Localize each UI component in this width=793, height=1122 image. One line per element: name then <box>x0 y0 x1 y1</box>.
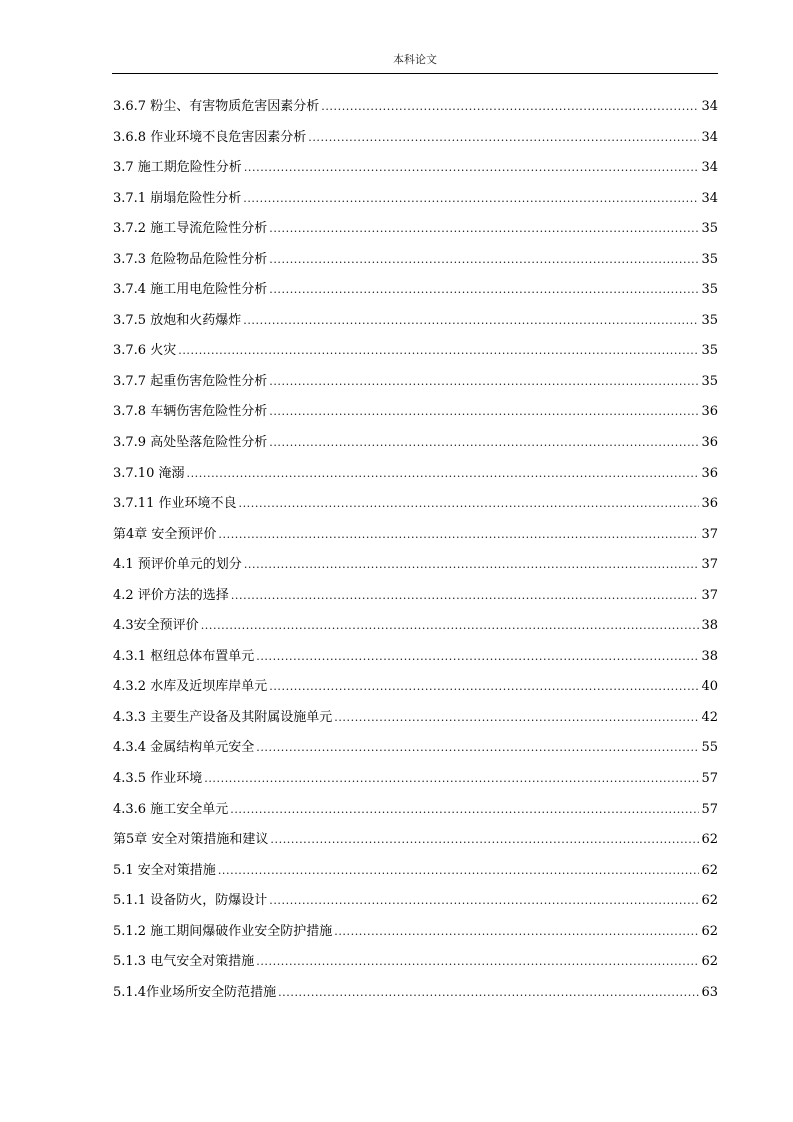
toc-dot-leader <box>243 306 699 336</box>
toc-entry-title: 3.7.3 危险物品危险性分析 <box>113 251 268 267</box>
toc-dot-leader <box>243 184 699 214</box>
toc-entry[interactable] <box>113 153 718 184</box>
toc-dot-leader <box>269 886 699 916</box>
toc-dot-leader <box>334 917 699 947</box>
toc-entry-title: 4.3.5 作业环境 <box>113 771 203 787</box>
toc-entry-title: 4.3.3 主要生产设备及其附属设施单元 <box>113 709 333 725</box>
toc-entry-page-number: 38 <box>701 618 718 634</box>
toc-entry-page-number: 42 <box>701 709 718 725</box>
toc-entry[interactable] <box>113 397 718 428</box>
toc-entry[interactable] <box>113 795 718 826</box>
toc-entry[interactable] <box>113 550 718 581</box>
toc-entry[interactable] <box>113 92 718 123</box>
toc-dot-leader <box>278 978 699 1008</box>
toc-dot-leader <box>308 123 699 153</box>
toc-entry[interactable] <box>113 367 718 398</box>
toc-entry-page-number: 35 <box>701 312 718 328</box>
toc-entry-title: 4.2 评价方法的选择 <box>113 587 229 603</box>
toc-entry[interactable] <box>113 672 718 703</box>
toc-entry-title: 3.7.8 车辆伤害危险性分析 <box>113 404 268 420</box>
toc-entry-page-number: 62 <box>701 893 718 909</box>
toc-dot-leader <box>269 428 699 458</box>
toc-entry-title: 4.3.1 枢纽总体布置单元 <box>113 648 255 664</box>
toc-dot-leader <box>334 703 699 733</box>
toc-entry-page-number: 62 <box>701 923 718 939</box>
toc-entry[interactable] <box>113 336 718 367</box>
toc-dot-leader <box>321 92 699 122</box>
toc-dot-leader <box>269 214 699 244</box>
toc-entry[interactable] <box>113 459 718 490</box>
toc-entry-title: 第5章 安全对策措施和建议 <box>113 832 269 848</box>
toc-entry-page-number: 34 <box>701 129 718 145</box>
toc-dot-leader <box>256 642 699 672</box>
toc-dot-leader <box>201 611 700 641</box>
toc-entry-title: 5.1.1 设备防火，防爆设计 <box>113 893 268 909</box>
toc-entry[interactable] <box>113 611 718 642</box>
toc-entry[interactable] <box>113 642 718 673</box>
toc-dot-leader <box>256 947 699 977</box>
toc-entry-page-number: 35 <box>701 251 718 267</box>
toc-entry-page-number: 34 <box>701 99 718 114</box>
toc-dot-leader <box>231 581 700 611</box>
toc-dot-leader <box>218 856 700 886</box>
toc-entry-title: 4.3安全预评价 <box>113 618 199 634</box>
toc-entry-title: 3.7.2 施工导流危险性分析 <box>113 221 268 237</box>
toc-dot-leader <box>269 397 699 427</box>
toc-dot-leader <box>230 795 699 825</box>
toc-entry-page-number: 55 <box>701 740 718 756</box>
toc-entry[interactable] <box>113 978 718 1009</box>
toc-entry[interactable] <box>113 856 718 887</box>
toc-dot-leader <box>269 672 699 702</box>
toc-dot-leader <box>218 520 699 550</box>
toc-dot-leader <box>178 336 699 366</box>
toc-entry-title: 3.7.5 放炮和火药爆炸 <box>113 312 242 328</box>
page-header: 本科论文 <box>393 53 437 66</box>
toc-entry[interactable] <box>113 733 718 764</box>
toc-entry-title: 4.1 预评价单元的划分 <box>113 557 242 573</box>
toc-dot-leader <box>204 764 699 794</box>
toc-entry-page-number: 62 <box>701 832 718 848</box>
toc-entry-title: 3.7.6 火灾 <box>113 343 177 359</box>
toc-entry-title: 4.3.6 施工安全单元 <box>113 801 229 817</box>
toc-entry-title: 4.3.2 水库及近坝库岸单元 <box>113 679 268 695</box>
toc-entry-page-number: 35 <box>701 343 718 359</box>
toc-entry-page-number: 34 <box>701 160 718 176</box>
toc-entry-page-number: 35 <box>701 221 718 237</box>
table-of-contents <box>113 92 718 1008</box>
toc-dot-leader <box>256 733 699 763</box>
toc-entry-page-number: 37 <box>701 587 718 603</box>
toc-dot-leader <box>244 550 700 580</box>
toc-entry-title: 3.7.7 起重伤害危险性分析 <box>113 373 268 389</box>
toc-entry[interactable] <box>113 947 718 978</box>
toc-entry-page-number: 62 <box>701 862 718 878</box>
toc-entry-title: 3.7.11 作业环境不良 <box>113 496 237 512</box>
toc-dot-leader <box>244 153 700 183</box>
toc-entry[interactable] <box>113 428 718 459</box>
toc-entry-title: 3.7.1 崩塌危险性分析 <box>113 190 242 206</box>
toc-entry-title: 第4章 安全预评价 <box>113 526 217 542</box>
toc-entry[interactable] <box>113 184 718 215</box>
toc-entry[interactable] <box>113 764 718 795</box>
toc-entry-title: 3.6.7 粉尘、有害物质危害因素分析 <box>113 99 320 114</box>
toc-entry-page-number: 34 <box>701 190 718 206</box>
toc-entry-title: 3.7 施工期危险性分析 <box>113 160 242 176</box>
toc-entry[interactable] <box>113 703 718 734</box>
toc-dot-leader <box>238 489 699 519</box>
toc-entry-title: 3.7.4 施工用电危险性分析 <box>113 282 268 298</box>
toc-entry-page-number: 36 <box>701 404 718 420</box>
toc-entry-title: 4.3.4 金属结构单元安全 <box>113 740 255 756</box>
toc-dot-leader <box>270 825 699 855</box>
toc-entry-title: 5.1.3 电气安全对策措施 <box>113 954 255 970</box>
toc-entry-page-number: 36 <box>701 435 718 451</box>
toc-entry-page-number: 35 <box>701 373 718 389</box>
toc-entry[interactable] <box>113 825 718 856</box>
toc-entry-title: 3.7.9 高处坠落危险性分析 <box>113 435 268 451</box>
toc-entry-title: 5.1.2 施工期间爆破作业安全防护措施 <box>113 923 333 939</box>
toc-entry[interactable] <box>113 917 718 948</box>
toc-entry-page-number: 62 <box>701 954 718 970</box>
toc-dot-leader <box>269 367 699 397</box>
toc-entry[interactable] <box>113 489 718 520</box>
toc-entry-page-number: 38 <box>701 648 718 664</box>
toc-entry-page-number: 36 <box>701 465 718 481</box>
toc-entry-title: 3.6.8 作业环境不良危害因素分析 <box>113 129 307 145</box>
toc-entry-title: 3.7.10 淹溺 <box>113 465 185 481</box>
toc-dot-leader <box>186 459 699 489</box>
toc-dot-leader <box>269 275 699 305</box>
toc-entry[interactable] <box>113 123 718 154</box>
toc-entry-page-number: 57 <box>701 801 718 817</box>
header-divider <box>112 73 718 74</box>
toc-entry[interactable] <box>113 214 718 245</box>
toc-entry[interactable] <box>113 886 718 917</box>
toc-entry-page-number: 37 <box>701 526 718 542</box>
toc-entry[interactable] <box>113 581 718 612</box>
toc-entry[interactable] <box>113 520 718 551</box>
toc-entry-page-number: 63 <box>701 984 718 1000</box>
toc-dot-leader <box>269 245 699 275</box>
toc-entry[interactable] <box>113 275 718 306</box>
toc-entry-title: 5.1 安全对策措施 <box>113 862 216 878</box>
toc-entry-page-number: 35 <box>701 282 718 298</box>
toc-entry-page-number: 57 <box>701 771 718 787</box>
toc-entry-page-number: 40 <box>701 679 718 695</box>
toc-entry[interactable] <box>113 245 718 276</box>
toc-entry[interactable] <box>113 306 718 337</box>
toc-entry-page-number: 36 <box>701 496 718 512</box>
toc-entry-page-number: 37 <box>701 557 718 573</box>
toc-entry-title: 5.1.4作业场所安全防范措施 <box>113 984 277 1000</box>
